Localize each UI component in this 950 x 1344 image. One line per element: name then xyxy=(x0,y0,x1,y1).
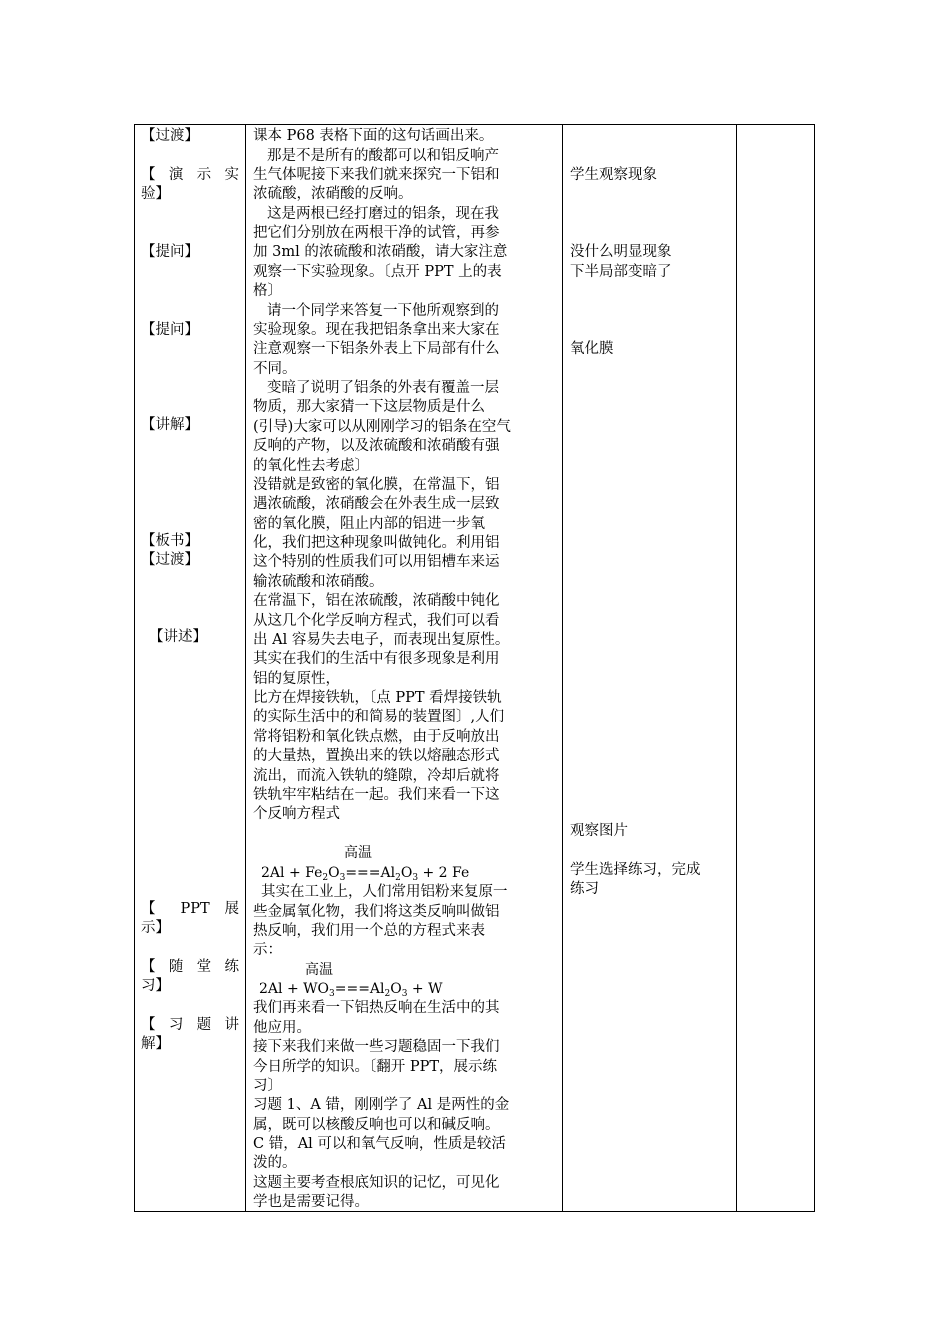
student-note: 没什么明显现象 xyxy=(570,244,672,260)
text-line: 个反响方程式 xyxy=(253,806,340,822)
text-line: 观察一下实验现象。〔点开 PPT 上的表 xyxy=(253,264,502,280)
text-line: 实验现象。现在我把铝条拿出来大家在 xyxy=(253,322,500,338)
text-line: 那是不是所有的酸都可以和铝反响产 xyxy=(267,148,499,164)
stage-label: 【讲解】 xyxy=(141,417,199,433)
text-line: 注意观察一下铝条外表上下局部有什么 xyxy=(253,341,500,357)
student-note: 练习 xyxy=(570,881,599,897)
text-line: (引导)大家可以从刚刚学习的铝条在空气 xyxy=(253,419,511,435)
text-line: 物质，那大家猜一下这层物质是什么 xyxy=(253,399,485,415)
text-line: 格〕 xyxy=(253,283,282,299)
text-line: 其实在我们的生活中有很多现象是利用 xyxy=(253,651,500,667)
text-line: 出 Al 容易失去电子，而表现出复原性。 xyxy=(253,632,510,648)
student-note: 学生观察现象 xyxy=(570,167,657,183)
stage-label: 【 习 题 讲 xyxy=(141,1017,239,1033)
text-line: 这是两根已经打磨过的铝条，现在我 xyxy=(267,206,499,222)
teacher-activity-column xyxy=(245,125,562,1211)
text-line: 属，既可以核酸反响也可以和碱反响。 xyxy=(253,1117,500,1133)
reaction-condition: 高温 xyxy=(344,845,372,861)
stage-label: 【 PPT 展 xyxy=(141,901,239,917)
text-line: 些金属氧化物，我们将这类反响叫做铝 xyxy=(253,904,500,920)
stage-label: 【提问】 xyxy=(141,244,199,260)
stage-label: 习】 xyxy=(141,978,170,994)
stage-label: 【过渡】 xyxy=(141,128,199,144)
student-note: 学生选择练习，完成 xyxy=(570,862,701,878)
text-line: 生气体呢接下来我们就来探究一下铝和 xyxy=(253,167,500,183)
text-line: 化，我们把这种现象叫做钝化。利用铝 xyxy=(253,535,500,551)
text-line: 输浓硫酸和浓硝酸。 xyxy=(253,574,384,590)
text-line: 没错就是致密的氧化膜，在常温下，铝 xyxy=(253,477,500,493)
student-activity-column xyxy=(562,125,736,1211)
stage-label: 【讲述】 xyxy=(149,629,207,645)
stage-label: 【 演 示 实 xyxy=(141,167,239,183)
text-line: 比方在焊接铁轨，〔点 PPT 看焊接铁轨 xyxy=(253,690,502,706)
text-line: 泼的。 xyxy=(253,1155,297,1171)
stage-label: 【提问】 xyxy=(141,322,199,338)
text-line: 加 3ml 的浓硫酸和浓硝酸，请大家注意 xyxy=(253,244,508,260)
text-line: 请一个同学来答复一下他所观察到的 xyxy=(267,303,499,319)
text-line: 接下来我们来做一些习题稳固一下我们 xyxy=(253,1039,500,1055)
text-line: 把它们分别放在两根干净的试管，再参 xyxy=(253,225,500,241)
text-line: 这个特别的性质我们可以用铝槽车来运 xyxy=(253,554,500,570)
text-line: 他应用。 xyxy=(253,1020,311,1036)
text-line: 的大量热，置换出来的铁以熔融态形式 xyxy=(253,748,500,764)
text-line: 变暗了说明了铝条的外表有覆盖一层 xyxy=(267,380,499,396)
text-line: 的氧化性去考虑〕 xyxy=(253,458,369,474)
text-line: 习〕 xyxy=(253,1078,282,1094)
stage-column xyxy=(135,125,245,1211)
text-line: 流出，而流入铁轨的缝隙，冷却后就将 xyxy=(253,768,500,784)
text-line: 热反响，我们用一个总的方程式来表 xyxy=(253,923,485,939)
student-note: 下半局部变暗了 xyxy=(570,264,672,280)
stage-label: 验】 xyxy=(141,186,170,202)
text-line: 浓硫酸，浓硝酸的反响。 xyxy=(253,186,413,202)
text-line: 在常温下，铝在浓硫酸，浓硝酸中钝化 xyxy=(253,593,500,609)
text-line: C 错，Al 可以和氧气反响，性质是较活 xyxy=(253,1136,506,1152)
text-line: 今日所学的知识。〔翻开 PPT，展示练 xyxy=(253,1059,498,1075)
text-line: 我们再来看一下铝热反响在生活中的其 xyxy=(253,1000,500,1016)
text-line: 铁轨牢牢粘结在一起。我们来看一下这 xyxy=(253,787,500,803)
text-line: 遇浓硫酸，浓硝酸会在外表生成一层致 xyxy=(253,496,500,512)
stage-label: 【过渡】 xyxy=(141,552,199,568)
text-line: 密的氧化膜，阻止内部的铝进一步氧 xyxy=(253,516,485,532)
student-note: 观察图片 xyxy=(570,823,628,839)
chemical-equation: $2Al + WO_3===Al_2O_3 + W$ xyxy=(259,981,443,999)
text-line: 习题 1、A 错，刚刚学了 Al 是两性的金 xyxy=(253,1097,510,1113)
stage-label: 示】 xyxy=(141,920,170,936)
text-line: 从这几个化学反响方程式，我们可以看 xyxy=(253,613,500,629)
stage-label: 【板书】 xyxy=(141,533,199,549)
text-line: 铝的复原性， xyxy=(253,671,340,687)
lesson-plan-table xyxy=(134,124,815,1212)
text-line: 其实在工业上，人们常用铝粉来复原一 xyxy=(261,884,508,900)
stage-label: 【 随 堂 练 xyxy=(141,959,239,975)
text-line: 不同。 xyxy=(253,361,297,377)
text-line: 课本 P68 表格下面的这句话画出来。 xyxy=(253,128,494,144)
student-note: 氧化膜 xyxy=(570,341,614,357)
notes-column xyxy=(736,125,815,1211)
stage-label: 解】 xyxy=(141,1036,170,1052)
text-line: 常将铝粉和氧化铁点燃，由于反响放出 xyxy=(253,729,500,745)
text-line: 示： xyxy=(253,942,282,958)
chemical-equation: $2Al + Fe_2O_3===Al_2O_3 + 2$ Fe xyxy=(261,865,470,883)
text-line: 这题主要考查根底知识的记忆，可见化 xyxy=(253,1175,500,1191)
text-line: 学也是需要记得。 xyxy=(253,1194,369,1210)
text-line: 反响的产物，以及浓硫酸和浓硝酸有强 xyxy=(253,438,500,454)
reaction-condition: 高温 xyxy=(305,962,333,978)
text-line: 的实际生活中的和简易的装置图〕,人们 xyxy=(253,709,505,725)
